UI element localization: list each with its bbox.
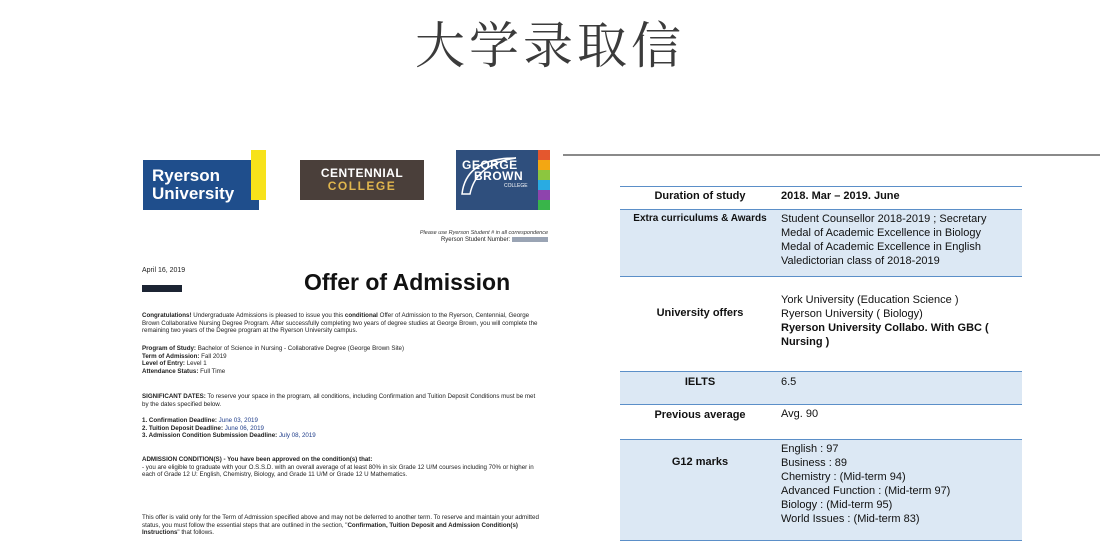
deadline2-value: June 06, 2019: [223, 424, 264, 432]
term-value: Fall 2019: [199, 352, 227, 360]
george-brown-line2: BROWN: [474, 169, 524, 183]
level-label: Level of Entry:: [142, 360, 185, 368]
term-label: Term of Admission:: [142, 352, 200, 360]
ielts-label: IELTS: [684, 376, 716, 388]
redacted-name: [142, 285, 182, 292]
extra-label: Extra curriculums & Awards: [633, 213, 767, 224]
offer-title: Offer of Admission: [304, 269, 511, 295]
valid-bold: Confirmation, Tuition Deposit and Admission Condition(s) Instructions: [142, 521, 518, 537]
student-number-line: [441, 237, 548, 243]
congrats-paragraph: [142, 312, 542, 335]
table-row-offers: [620, 276, 1022, 371]
redacted-student-number: [512, 237, 548, 242]
centennial-logo-line2: COLLEGE: [327, 179, 397, 193]
g12-line-1: English : 97: [781, 443, 839, 455]
duration-value: 2018. Mar – 2019. June: [781, 190, 900, 202]
congrats-text-1: Undergraduate Admissions is pleased to issue you this: [191, 312, 345, 319]
cond-heading: ADMISSION CONDITION(S) - You have been approved on the condition(s) that:: [142, 456, 373, 463]
ielts-value: 6.5: [781, 376, 797, 388]
g12-values: [781, 442, 1021, 526]
deadline2-label: 2. Tuition Deposit Deadline:: [142, 424, 224, 432]
level-value: Level 1: [184, 360, 207, 368]
program-label: Program of Study:: [142, 345, 196, 352]
table-row-extra: [620, 209, 1022, 276]
deadline1-value: June 03, 2019: [216, 417, 258, 424]
congrats-text-2: Offer of Admission to the Ryerson, Centennial, George Brown Collaborative Nursing Degree Program. After successfully completing two years of degree studies at George Brown, you will complete the remaining two years of the Degree program at the Ryerson University campus.: [142, 312, 538, 335]
offer-line-2: Ryerson University ( Biology): [781, 308, 923, 320]
ryerson-logo-text: Ryerson University: [152, 166, 235, 203]
deadline3-value: July 08, 2019: [277, 432, 316, 440]
admission-letter: [138, 145, 550, 560]
g12-line-5: Biology : (Mid-term 95): [781, 499, 893, 511]
student-number-label: Ryerson Student Number:: [440, 237, 511, 244]
program-value: Bachelor of Science in Nursing - Collaborative Degree (George Brown Site): [195, 345, 405, 352]
admission-conditions: [142, 456, 542, 479]
significant-dates: [142, 393, 542, 408]
offer-line-3: Ryerson University Collabo. With GBC ( Nursing ): [781, 322, 989, 348]
table-row-ielts: [620, 371, 1022, 404]
program-details: [142, 345, 542, 375]
g12-line-4: Advanced Function : (Mid-term 97): [781, 485, 951, 497]
divider-line: [563, 154, 1100, 156]
summary-table: [620, 186, 1022, 541]
ryerson-logo: [143, 160, 259, 210]
george-brown-color-stripes: [538, 150, 550, 210]
deadline1-label: 1. Confirmation Deadline:: [142, 417, 217, 424]
average-label: Previous average: [654, 409, 746, 421]
extra-line-4: Valedictorian class of 2018-2019: [781, 255, 940, 267]
g12-label: G12 marks: [671, 456, 729, 468]
table-row-duration: [620, 186, 1022, 209]
extra-line-1: Student Counsellor 2018-2019 ; Secretary: [781, 213, 987, 225]
extra-values: [781, 212, 1021, 268]
valid-text-2: " that follows.: [177, 529, 215, 537]
average-value: Avg. 90: [781, 408, 819, 420]
centennial-logo: [300, 160, 424, 200]
validity-paragraph: [142, 514, 542, 537]
cond-text: - you are eligible to graduate with your O.S.S.D. with an overall average of at least 80% in six Grade 12 U/M courses including 70% or higher in each of Grade 12 U: English, Chemistry, Biology, and Grade 11 U/M or Grade 12 U Mathematics.: [142, 463, 534, 479]
congrats-lead: Congratulations!: [142, 312, 192, 319]
george-brown-logo-text: [462, 160, 523, 182]
deadline3-label: 3. Admission Condition Submission Deadline:: [142, 432, 278, 440]
congrats-conditional: conditional: [344, 312, 378, 319]
correspondence-note: Please use Ryerson Student # in all correspondence: [419, 230, 548, 236]
offers-label: University offers: [656, 307, 744, 319]
g12-line-6: World Issues : (Mid-term 83): [781, 513, 920, 525]
centennial-logo-line1: CENTENNIAL: [320, 166, 404, 180]
g12-line-3: Chemistry : (Mid-term 94): [781, 471, 906, 483]
deadlines-list: [142, 417, 542, 440]
george-brown-line1: GEORGE: [462, 158, 518, 172]
sig-text: To reserve your space in the program, all conditions, including Confirmation and Tuition Deposit Conditions must be met by the dates specified below.: [142, 393, 536, 408]
offer-line-1: York University (Education Science ): [781, 294, 959, 306]
extra-line-3: Medal of Academic Excellence in English: [781, 241, 981, 253]
ryerson-logo-bar: [251, 150, 266, 200]
attendance-label: Attendance Status:: [142, 367, 199, 375]
letter-date: April 16, 2019: [142, 267, 186, 274]
duration-label: Duration of study: [654, 190, 746, 202]
attendance-value: Full Time: [198, 367, 226, 375]
sig-label: SIGNIFICANT DATES:: [142, 393, 206, 400]
extra-line-2: Medal of Academic Excellence in Biology: [781, 227, 981, 239]
george-brown-logo: [456, 150, 542, 210]
valid-text-1: This offer is valid only for the Term of Admission specified above and may not be deferred to another term. To reserve and maintain your admitted status, you must follow the essential steps that are outlined in the section, ": [142, 514, 539, 529]
g12-line-2: Business : 89: [781, 457, 848, 469]
george-brown-line3: COLLEGE: [504, 183, 528, 189]
table-row-g12: [620, 439, 1022, 541]
offers-values: [781, 293, 1021, 349]
slide-title: 大学录取信: [415, 17, 685, 75]
table-row-average: [620, 404, 1022, 439]
